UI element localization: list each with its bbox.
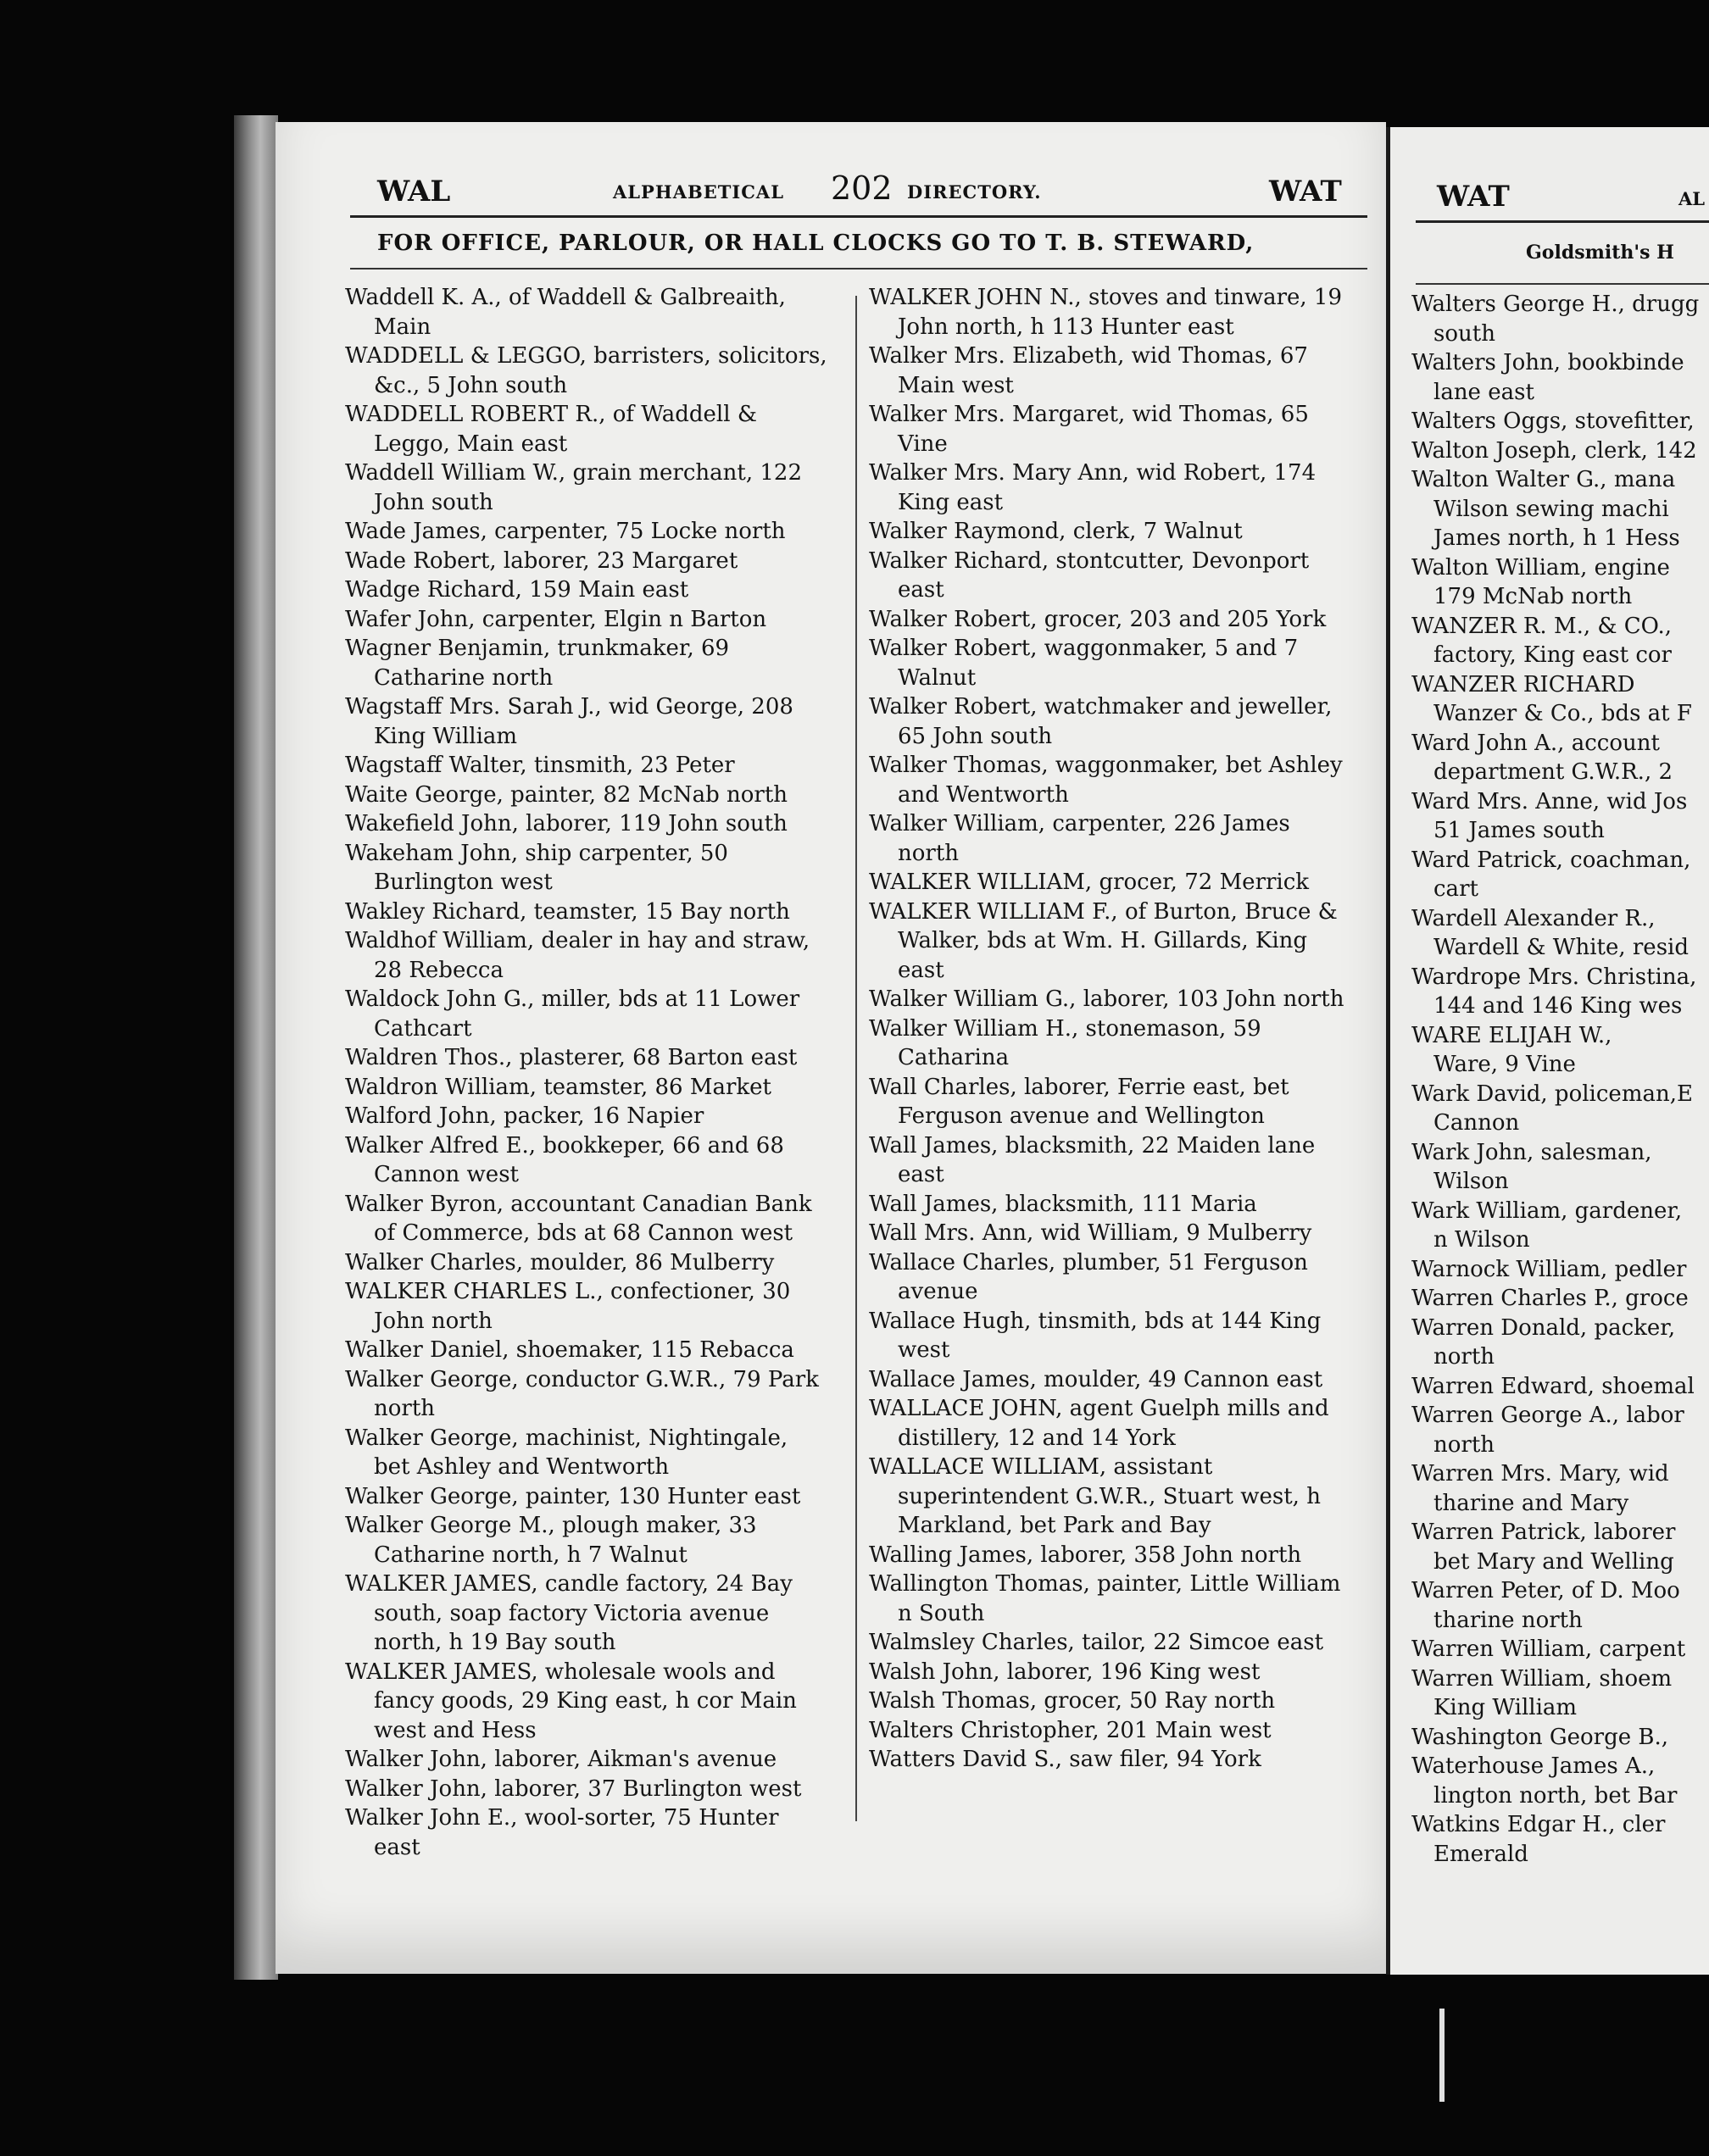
film-mark <box>1439 2009 1445 2102</box>
directory-entry: Walker Byron, accountant Canadian Bank of Commerce, bds at 68 Cannon west <box>345 1191 812 1246</box>
directory-entry: Wakeham John, ship carpenter, 50 Burlington west <box>345 840 728 895</box>
directory-entry: Waddell William W., grain merchant, 122 John south <box>345 460 802 515</box>
directory-entry: Walker Raymond, clerk, 7 Walnut <box>869 519 1243 544</box>
next-page-entry: bet Mary and Welling <box>1411 1548 1674 1575</box>
next-page-entry: James north, h 1 Hess <box>1411 525 1680 551</box>
next-page-advert-rule <box>1416 283 1709 285</box>
directory-entry: Walsh Thomas, grocer, 50 Ray north <box>869 1688 1276 1714</box>
directory-entry: WALKER JAMES, candle factory, 24 Bay south, soap factory Victoria avenue north, h 19 Bay south <box>345 1571 793 1655</box>
directory-entry: Waldren Thos., plasterer, 68 Barton east <box>345 1045 798 1070</box>
directory-entry: Walker George M., plough maker, 33 Catharine north, h 7 Walnut <box>345 1513 757 1568</box>
next-page-entry: Walton Walter G., mana <box>1411 467 1676 492</box>
directory-entry: Wakley Richard, teamster, 15 Bay north <box>345 898 790 925</box>
next-page-entry: 51 James south <box>1411 818 1605 843</box>
directory-entry: Walmsley Charles, tailor, 22 Simcoe east <box>869 1630 1324 1655</box>
directory-entry: Walker Richard, stontcutter, Devonport east <box>869 547 1310 603</box>
directory-entry: Wadge Richard, 159 Main east <box>345 577 689 603</box>
next-page-entry: 144 and 146 King wes <box>1411 993 1683 1019</box>
directory-entry: Walker William G., laborer, 103 John north <box>869 986 1344 1012</box>
directory-entry: Waite George, painter, 82 McNab north <box>345 781 788 808</box>
next-page-entry: Ward John A., account <box>1411 730 1660 756</box>
left-column <box>345 283 828 1862</box>
directory-entry: Walker Mrs. Elizabeth, wid Thomas, 67 Main west <box>869 343 1308 398</box>
next-page-entry: WANZER RICHARD <box>1411 671 1635 697</box>
next-page-entry: cart <box>1411 876 1478 902</box>
next-page-entry: Warren William, shoem <box>1411 1665 1673 1692</box>
next-page-entry: lane east <box>1411 379 1534 405</box>
header-left: WAL <box>377 175 451 208</box>
directory-entry: Walker George, conductor G.W.R., 79 Park north <box>345 1366 819 1421</box>
directory-entry: Walker George, painter, 130 Hunter east <box>345 1483 801 1509</box>
next-page-entry: Washington George B., <box>1411 1724 1669 1750</box>
directory-entry: Wallace Hugh, tinsmith, bds at 144 King west <box>869 1308 1322 1363</box>
column-divider <box>855 296 857 1821</box>
next-page-entry: WANZER R. M., & CO., <box>1411 613 1672 639</box>
directory-entry: WALLACE JOHN, agent Guelph mills and distillery, 12 and 14 York <box>869 1396 1329 1451</box>
next-page-entry: south <box>1411 320 1495 347</box>
directory-entry: WALKER WILLIAM F., of Burton, Bruce & Walker, bds at Wm. H. Gillards, King east <box>869 898 1338 983</box>
next-page-entry: Wark William, gardener, <box>1411 1197 1683 1224</box>
directory-entry: Wagstaff Walter, tinsmith, 23 Peter <box>345 753 735 778</box>
next-page-entry: Walters John, bookbinde <box>1411 350 1684 375</box>
next-page-entry: n Wilson <box>1411 1227 1530 1253</box>
directory-entry: Waldhof William, dealer in hay and straw, 28 Rebecca <box>345 928 810 983</box>
next-page-entry: Walters George H., drugg <box>1411 292 1700 317</box>
next-page-entry: tharine north <box>1411 1607 1583 1633</box>
next-page-entry: Warren Donald, packer, <box>1411 1314 1676 1341</box>
next-page-entry: Walters Oggs, stovefitter, <box>1411 408 1695 434</box>
directory-entry: Wall James, blacksmith, 22 Maiden lane east <box>869 1132 1316 1187</box>
directory-entry: Waddell K. A., of Waddell & Galbreaith, Main <box>345 285 786 340</box>
right-column <box>869 283 1356 1775</box>
next-page-entry: Wardrope Mrs. Christina, <box>1411 964 1697 990</box>
directory-entry: Walker Alfred E., bookkeper, 66 and 68 Cannon west <box>345 1132 784 1187</box>
next-page-entry: Ward Mrs. Anne, wid Jos <box>1411 788 1688 814</box>
directory-entry: Walling James, laborer, 358 John north <box>869 1542 1302 1568</box>
directory-entry: WALKER WILLIAM, grocer, 72 Merrick <box>869 870 1310 895</box>
next-page-entry: Emerald <box>1411 1841 1528 1867</box>
next-page-entry: Wark David, policeman,E <box>1411 1081 1693 1107</box>
directory-entry: Wafer John, carpenter, Elgin n Barton <box>345 606 767 632</box>
directory-entry: Walker George, machinist, Nightingale, bet Ashley and Wentworth <box>345 1425 788 1480</box>
directory-entry: Walters Christopher, 201 Main west <box>869 1717 1272 1743</box>
next-page-entry: Waterhouse James A., <box>1411 1753 1656 1779</box>
next-page-entry: Wilson <box>1411 1169 1509 1194</box>
next-page-entry: Warren Peter, of D. Moo <box>1411 1578 1680 1603</box>
directory-entry: Walker William H., stonemason, 59 Catharina <box>869 1015 1261 1070</box>
next-page-entry: Wark John, salesman, <box>1411 1139 1652 1165</box>
next-page-entry: Warren Patrick, laborer <box>1411 1520 1676 1545</box>
directory-entry: WALLACE WILLIAM, assistant superintendent G.W.R., Stuart west, h Markland, bet Park and Bay <box>869 1454 1321 1538</box>
next-page-header-rule <box>1416 220 1709 223</box>
next-page-entry: north <box>1411 1344 1495 1370</box>
next-page-entry: north <box>1411 1431 1495 1458</box>
header-directory: DIRECTORY. <box>907 181 1042 203</box>
directory-entry: Walker Robert, grocer, 203 and 205 York <box>869 606 1327 632</box>
directory-entry: Waldron William, teamster, 86 Market <box>345 1074 771 1100</box>
directory-entry: Walker John, laborer, Aikman's avenue <box>345 1747 777 1772</box>
next-page-entry: Wardell Alexander R., <box>1411 905 1656 931</box>
directory-page <box>276 122 1386 1974</box>
directory-entry: Walker William, carpenter, 226 James north <box>869 811 1290 866</box>
next-page-entry: Warren Edward, shoemal <box>1411 1373 1695 1399</box>
directory-entry: Wallace James, moulder, 49 Cannon east <box>869 1366 1323 1392</box>
next-page-entry: department G.W.R., 2 <box>1411 759 1673 785</box>
next-page-entry: King William <box>1411 1695 1578 1720</box>
next-page-entry: Cannon <box>1411 1110 1520 1136</box>
directory-entry: Walford John, packer, 16 Napier <box>345 1103 704 1129</box>
directory-entry: Wagstaff Mrs. Sarah J., wid George, 208 King William <box>345 694 793 749</box>
directory-entry: Walker John E., wool-sorter, 75 Hunter east <box>345 1805 779 1860</box>
next-page-entry: Warnock William, pedler <box>1411 1256 1687 1282</box>
directory-entry: WADDELL & LEGGO, barristers, solicitors, &c., 5 John south <box>345 343 827 398</box>
directory-entry: Wallace Charles, plumber, 51 Ferguson avenue <box>869 1249 1308 1304</box>
next-page-entry: Wanzer & Co., bds at F <box>1411 701 1692 726</box>
directory-entry: Walker Robert, watchmaker and jeweller, 65 John south <box>869 694 1333 749</box>
directory-entry: Waldock John G., miller, bds at 11 Lower Cathcart <box>345 986 800 1042</box>
next-page-advert: Goldsmith's H <box>1526 242 1674 264</box>
next-page-entry: Wardell & White, resid <box>1411 935 1689 960</box>
book-spine <box>234 115 278 1980</box>
next-page-entry: Warren William, carpent <box>1411 1636 1686 1662</box>
directory-entry: Wakefield John, laborer, 119 John south <box>345 811 788 836</box>
next-page-entry: 179 McNab north <box>1411 584 1633 609</box>
directory-entry: WALKER CHARLES L., confectioner, 30 John north <box>345 1279 791 1334</box>
directory-entry: Walker Mrs. Mary Ann, wid Robert, 174 King east <box>869 460 1317 515</box>
directory-entry: Walker Mrs. Margaret, wid Thomas, 65 Vine <box>869 402 1309 457</box>
directory-entry: WALKER JAMES, wholesale wools and fancy goods, 29 King east, h cor Main west and Hess <box>345 1659 797 1743</box>
next-page-entry: lington north, bet Bar <box>1411 1782 1678 1809</box>
directory-entry: Walker Charles, moulder, 86 Mulberry <box>345 1249 775 1275</box>
next-page-entry: Warren Mrs. Mary, wid <box>1411 1461 1669 1486</box>
advert-rule <box>350 268 1367 270</box>
next-page-entry: Ward Patrick, coachman, <box>1411 847 1691 873</box>
directory-entry: Wagner Benjamin, trunkmaker, 69 Catharine north <box>345 636 730 691</box>
page-number: 202 <box>831 169 893 207</box>
next-page-entry: Watkins Edgar H., cler <box>1411 1812 1666 1837</box>
header-center: ALPHABETICAL <box>613 181 784 203</box>
next-page-entry: Walton Joseph, clerk, 142 <box>1411 437 1697 464</box>
next-page-fragment <box>1390 127 1709 1975</box>
header-rule <box>350 215 1367 218</box>
header-right: WAT <box>1269 175 1342 208</box>
next-page-entry: Ware, 9 Vine <box>1411 1052 1576 1077</box>
directory-entry: Wall Charles, laborer, Ferrie east, bet Ferguson avenue and Wellington <box>869 1074 1289 1129</box>
directory-entry: Walsh John, laborer, 196 King west <box>869 1659 1261 1685</box>
next-page-entry: factory, King east cor <box>1411 642 1672 668</box>
next-page-header-right: AL <box>1678 188 1706 209</box>
next-page-entry: Wilson sewing machi <box>1411 496 1669 522</box>
directory-entry: Watters David S., saw filer, 94 York <box>869 1747 1261 1772</box>
directory-entry: Wall James, blacksmith, 111 Maria <box>869 1191 1257 1217</box>
directory-entry: Wallington Thomas, painter, Little William n South <box>869 1571 1341 1626</box>
advert-line: FOR OFFICE, PARLOUR, OR HALL CLOCKS GO TO T. B. STEWARD, <box>377 231 1255 256</box>
next-page-entry: Warren George A., labor <box>1411 1403 1684 1428</box>
next-page-entry: Warren Charles P., groce <box>1411 1286 1689 1311</box>
next-page-header-left: WAT <box>1437 180 1510 214</box>
directory-entry: Walker Daniel, shoemaker, 115 Rebacca <box>345 1337 794 1363</box>
directory-entry: Walker John, laborer, 37 Burlington west <box>345 1775 802 1802</box>
directory-entry: Wade James, carpenter, 75 Locke north <box>345 519 786 544</box>
next-page-column <box>1411 290 1709 1869</box>
directory-entry: WALKER JOHN N., stoves and tinware, 19 John north, h 113 Hunter east <box>869 285 1342 340</box>
directory-entry: WADDELL ROBERT R., of Waddell & Leggo, Main east <box>345 402 757 457</box>
directory-entry: Wade Robert, laborer, 23 Margaret <box>345 547 738 574</box>
next-page-entry: tharine and Mary <box>1411 1490 1629 1516</box>
directory-entry: Walker Robert, waggonmaker, 5 and 7 Walnut <box>869 636 1299 691</box>
directory-entry: Walker Thomas, waggonmaker, bet Ashley and Wentworth <box>869 753 1343 808</box>
next-page-entry: Walton William, engine <box>1411 554 1670 581</box>
next-page-entry: WARE ELIJAH W., <box>1411 1022 1612 1048</box>
directory-entry: Wall Mrs. Ann, wid William, 9 Mulberry <box>869 1220 1312 1246</box>
